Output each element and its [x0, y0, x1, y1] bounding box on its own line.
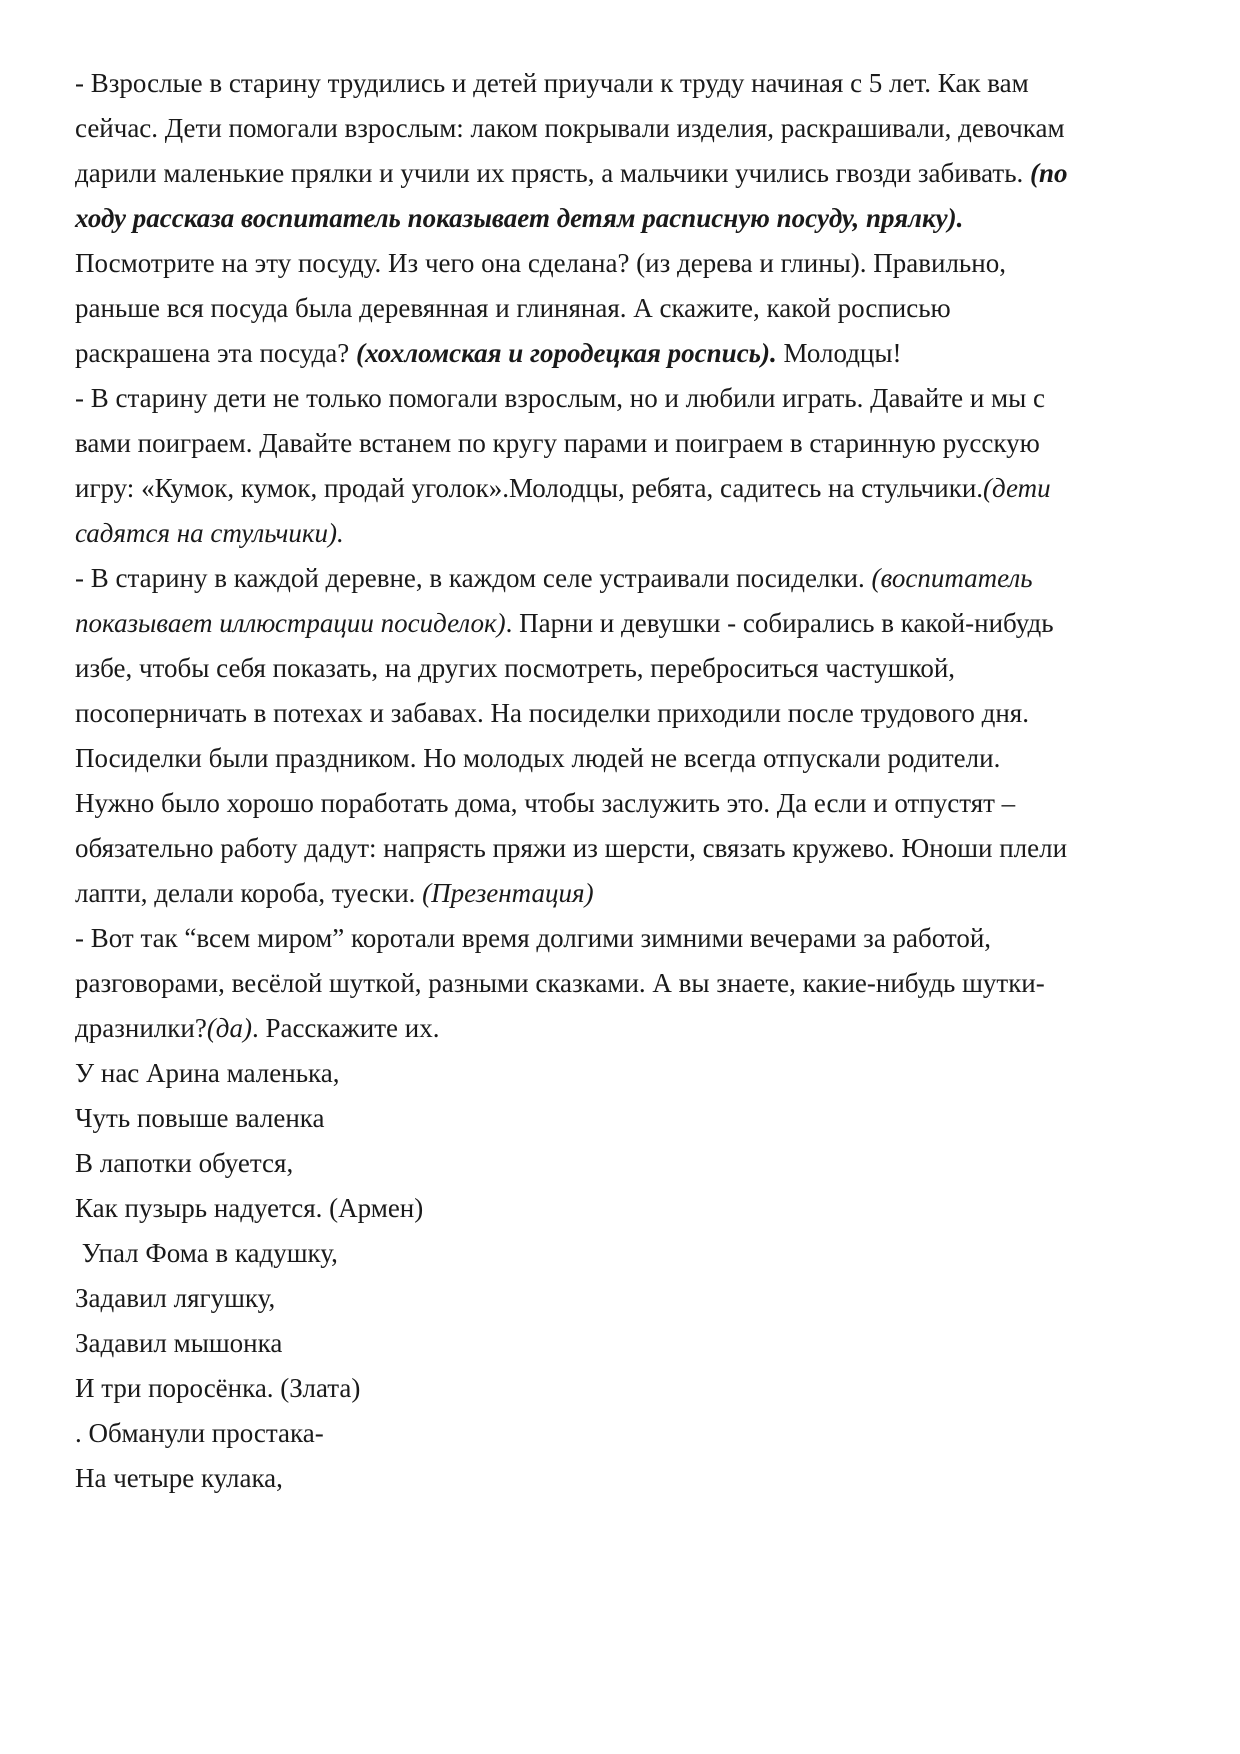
text-line: показывает иллюстрации посиделок). Парни и девушки - собирались в какой-нибудь — [75, 608, 1054, 638]
italic-remark: показывает иллюстрации посиделок) — [75, 608, 506, 638]
text-line: раскрашена эта посуда? (хохломская и городецкая роспись). Молодцы! — [75, 338, 902, 368]
italic-remark: ходу рассказа воспитатель показывает детям расписную посуду, прялку). — [75, 203, 964, 233]
text-line — [75, 201, 963, 235]
italic-remark: (хохломская и городецкая роспись). — [355, 338, 777, 368]
poem-line: Как пузырь надуется. (Армен) — [75, 1193, 424, 1223]
text-line: лапти, делали короба, туески. (Презентация) — [75, 878, 594, 908]
text-line: обязательно работу дадут: напрясть пряжи из шерсти, связать кружево. Юноши плели — [75, 833, 1068, 863]
italic-remark: (воспитатель — [871, 563, 1033, 593]
italic-remark: (да) — [206, 1013, 252, 1043]
text-line: - В старину в каждой деревне, в каждом селе устраивали посиделки. (воспитатель — [75, 563, 1033, 593]
text-line: Нужно было хорошо поработать дома, чтобы заслужить это. Да если и отпустят – — [75, 788, 1016, 818]
text-line — [75, 516, 344, 550]
poem-line: . Обманули простака- — [75, 1418, 324, 1448]
text-line: посоперничать в потехах и забавах. На посиделки приходили после трудового дня. — [75, 698, 1029, 728]
text-line: игру: «Кумок, кумок, продай уголок».Молодцы, ребята, садитесь на стульчики.(дети — [75, 473, 1051, 503]
poem-line: И три поросёнка. (Злата) — [75, 1373, 361, 1403]
text-line: раньше вся посуда была деревянная и глиняная. А скажите, какой росписью — [75, 293, 951, 323]
italic-remark: (Презентация) — [422, 878, 594, 908]
poem-line: В лапотки обуется, — [75, 1148, 294, 1178]
poem-line: Упал Фома в кадушку, — [75, 1238, 338, 1268]
text-line: избе, чтобы себя показать, на других посмотреть, переброситься частушкой, — [75, 653, 956, 683]
text-line: Посиделки были праздником. Но молодых людей не всегда отпускали родители. — [75, 743, 1001, 773]
text-line: вами поиграем. Давайте встанем по кругу парами и поиграем в старинную русскую — [75, 428, 1040, 458]
poem-line: На четыре кулака, — [75, 1463, 283, 1493]
italic-remark: (по — [1030, 158, 1068, 188]
text-line: разговорами, весёлой шуткой, разными сказками. А вы знаете, какие-нибудь шутки- — [75, 968, 1045, 998]
text-line: - В старину дети не только помогали взрослым, но и любили играть. Давайте и мы с — [75, 383, 1046, 413]
poem-line: Задавил лягушку, — [75, 1283, 276, 1313]
text-line: - Вот так “всем миром” коротали время долгими зимними вечерами за работой, — [75, 923, 992, 953]
text-line: сейчас. Дети помогали взрослым: лаком покрывали изделия, раскрашивали, девочкам — [75, 113, 1065, 143]
text-line: дразнилки?(да). Расскажите их. — [75, 1013, 440, 1043]
italic-remark: (дети — [983, 473, 1051, 503]
italic-remark: садятся на стульчики). — [75, 518, 344, 548]
text-line: Посмотрите на эту посуду. Из чего она сделана? (из дерева и глины). Правильно, — [75, 248, 1006, 278]
poem-line: Чуть повыше валенка — [75, 1103, 325, 1133]
text-line: дарили маленькие прялки и учили их прясть, а мальчики учились гвозди забивать. (по — [75, 158, 1068, 188]
poem-line: Задавил мышонка — [75, 1328, 283, 1358]
poem-line: У нас Арина маленька, — [75, 1058, 340, 1088]
text-line: - Взрослые в старину трудились и детей приучали к труду начиная с 5 лет. Как вам — [75, 68, 1029, 98]
